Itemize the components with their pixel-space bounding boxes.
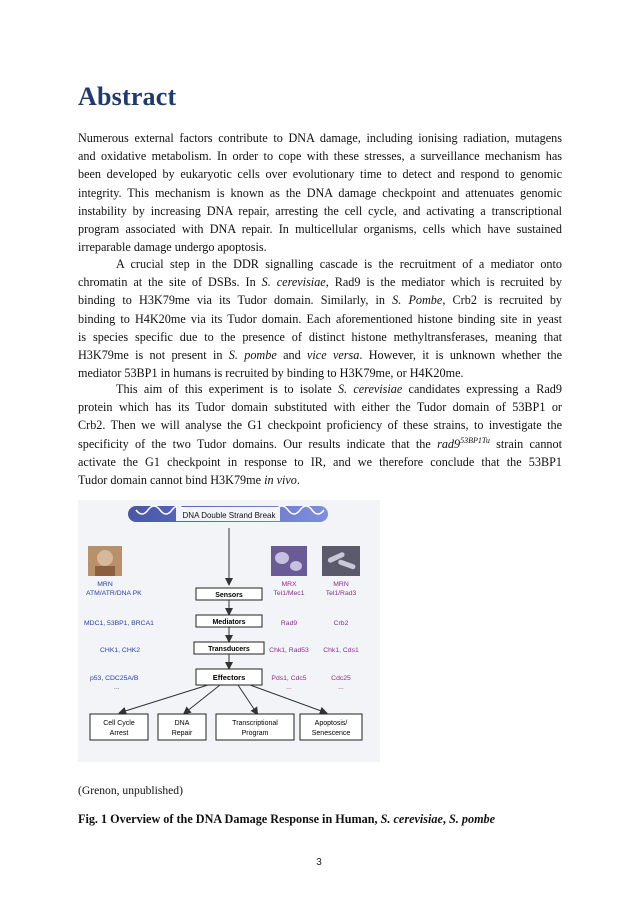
- text-line: Crb2. Then we will analyse the G1 checkpoint proficiency of these strains, to investigate the: [78, 418, 562, 433]
- svg-text:MRN: MRN: [333, 581, 349, 588]
- text-line: activate the G1 checkpoint in response to IR, and we therefore conclude that the 53BP1: [78, 454, 562, 469]
- text-line: Tudor domain cannot bind H3K79me in vivo.: [78, 473, 300, 488]
- figure-credit: (Grenon, unpublished): [78, 784, 183, 797]
- ddr-overview-figure: [78, 500, 380, 762]
- text-line: binding to H4K20me via its Tudor domain. Each aforementioned histone binding site in yeast: [78, 311, 562, 326]
- text-line: is species specific due to the presence of distinct histone methyltransferases, meaning that: [78, 329, 562, 344]
- svg-text:Tel1/Mec1: Tel1/Mec1: [273, 590, 305, 597]
- svg-text:Effectors: Effectors: [212, 673, 246, 682]
- svg-text:Pds1, Cdc5: Pds1, Cdc5: [271, 675, 307, 682]
- svg-text:Transducers: Transducers: [208, 646, 250, 653]
- svg-text:...: ...: [286, 684, 292, 691]
- species-name: S. pombe: [449, 812, 496, 826]
- text-line: integrity. This mechanism is known as the DNA damage checkpoint and attenuates genomic: [78, 185, 562, 200]
- text-line: This aim of this experiment is to isolate S. cerevisiae candidates expressing a Rad9: [116, 382, 562, 396]
- text-line: specificity of the two Tudor domains. Our results indicate that the $rad9^{53BP1Tu}$ strain cannot: [78, 435, 562, 451]
- gene-name: rad9: [437, 436, 461, 451]
- transducers-box: [194, 642, 264, 654]
- svg-text:MRX: MRX: [281, 581, 297, 588]
- svg-text:ATM/ATR/DNA PK: ATM/ATR/DNA PK: [86, 590, 142, 597]
- text-line: been developed by eukaryotic cells over evolutionary time to detect and respond to genomic: [78, 167, 562, 182]
- italic-phrase: in vivo: [264, 473, 297, 488]
- abstract-paragraph-3: [78, 380, 562, 489]
- text-line: chromatin at the site of DSBs. In S. cerevisiae, Rad9 is the mediator which is recruited by: [78, 275, 562, 290]
- svg-text:Arrest: Arrest: [109, 730, 129, 737]
- text-line: Numerous external factors contribute to DNA damage, including ionising radiation, mutagens: [78, 131, 562, 145]
- dsb-label: DNA Double Strand Break: [182, 511, 276, 520]
- outcome-transcriptional-program: [216, 714, 294, 740]
- text-line: program associated with DNA repair. In multicellular organisms, cells which have sustained: [78, 222, 562, 237]
- svg-text:DNA: DNA: [174, 720, 190, 727]
- human-cell-photo: [88, 546, 122, 576]
- svg-text:p53, CDC25A/B: p53, CDC25A/B: [90, 675, 139, 682]
- svg-text:Program: Program: [241, 730, 269, 737]
- abstract-heading: Abstract: [78, 82, 177, 111]
- svg-text:Chk1, Cds1: Chk1, Cds1: [323, 647, 359, 654]
- svg-text:...: ...: [338, 684, 344, 691]
- gene-superscript: 53BP1Tu: [460, 435, 490, 445]
- text-line: and oxidative metabolism. In order to cope with these stresses, a surveillance mechanism has: [78, 149, 562, 164]
- svg-text:Cell Cycle: Cell Cycle: [103, 720, 135, 727]
- svg-text:Cdc25: Cdc25: [331, 675, 351, 682]
- text-line: mediator 53BP1 in humans is recruited by binding to H3K79me, or H4K20me.: [78, 366, 464, 381]
- figure-caption: Fig. 1 Overview of the DNA Damage Response in Human, S. cerevisiae, S. pombe: [78, 812, 496, 826]
- text-line: A crucial step in the DDR signalling cascade is the recruitment of a mediator onto: [116, 257, 562, 271]
- svg-text:CHK1, CHK2: CHK1, CHK2: [100, 647, 141, 654]
- species-name: S. cerevisiae: [380, 812, 443, 826]
- mediators-box: [196, 615, 262, 627]
- species-name: S. Pombe: [392, 293, 443, 308]
- text-line: H3K79me is not present in S. pombe and vice versa. However, it is unknown whether the: [78, 348, 562, 363]
- species-name: S. cerevisiae: [337, 382, 403, 396]
- budding-yeast-photo: [271, 546, 307, 576]
- svg-text:Senescence: Senescence: [311, 730, 351, 737]
- species-name: S. cerevisiae: [261, 275, 326, 290]
- svg-text:...: ...: [114, 684, 120, 691]
- svg-text:MDC1, 53BP1, BRCA1: MDC1, 53BP1, BRCA1: [84, 620, 154, 627]
- svg-text:Transcriptional: Transcriptional: [232, 720, 278, 727]
- outcome-apoptosis-senescence: [300, 714, 362, 740]
- species-name: S. pombe: [228, 348, 277, 363]
- svg-text:MRN: MRN: [97, 581, 113, 588]
- svg-text:Crb2: Crb2: [333, 620, 349, 627]
- text-line: instability by increasing DNA repair, arresting the cell cycle, and activating a transcriptional: [78, 203, 562, 218]
- text-line: binding to H3K79me via its Tudor domain. Similarly, in S. Pombe, Crb2 is recruited by: [78, 293, 563, 308]
- text-line: protein which has its Tudor domain substituted with either the Tudor domain of 53BP1 or: [78, 400, 562, 415]
- italic-phrase: vice versa: [307, 348, 360, 363]
- abstract-paragraph-2: [78, 255, 562, 382]
- svg-text:Repair: Repair: [171, 730, 193, 737]
- outcome-dna-repair: [158, 714, 206, 740]
- effectors-box: [196, 669, 262, 685]
- svg-text:Sensors: Sensors: [215, 592, 243, 599]
- svg-text:Rad9: Rad9: [280, 620, 298, 627]
- outcome-cell-cycle-arrest: [90, 714, 148, 740]
- sensors-box: [196, 588, 262, 600]
- text-line: irreparable damage undergo apoptosis.: [78, 240, 267, 255]
- svg-text:Chk1, Rad53: Chk1, Rad53: [269, 647, 309, 654]
- svg-text:Apoptosis/: Apoptosis/: [314, 720, 348, 727]
- abstract-paragraph-1: [78, 129, 562, 256]
- page-number: 3: [316, 857, 322, 868]
- fission-yeast-photo: [322, 546, 360, 576]
- svg-text:Tel1/Rad3: Tel1/Rad3: [325, 590, 357, 597]
- svg-text:Mediators: Mediators: [212, 619, 246, 626]
- ddr-diagram: [78, 500, 380, 762]
